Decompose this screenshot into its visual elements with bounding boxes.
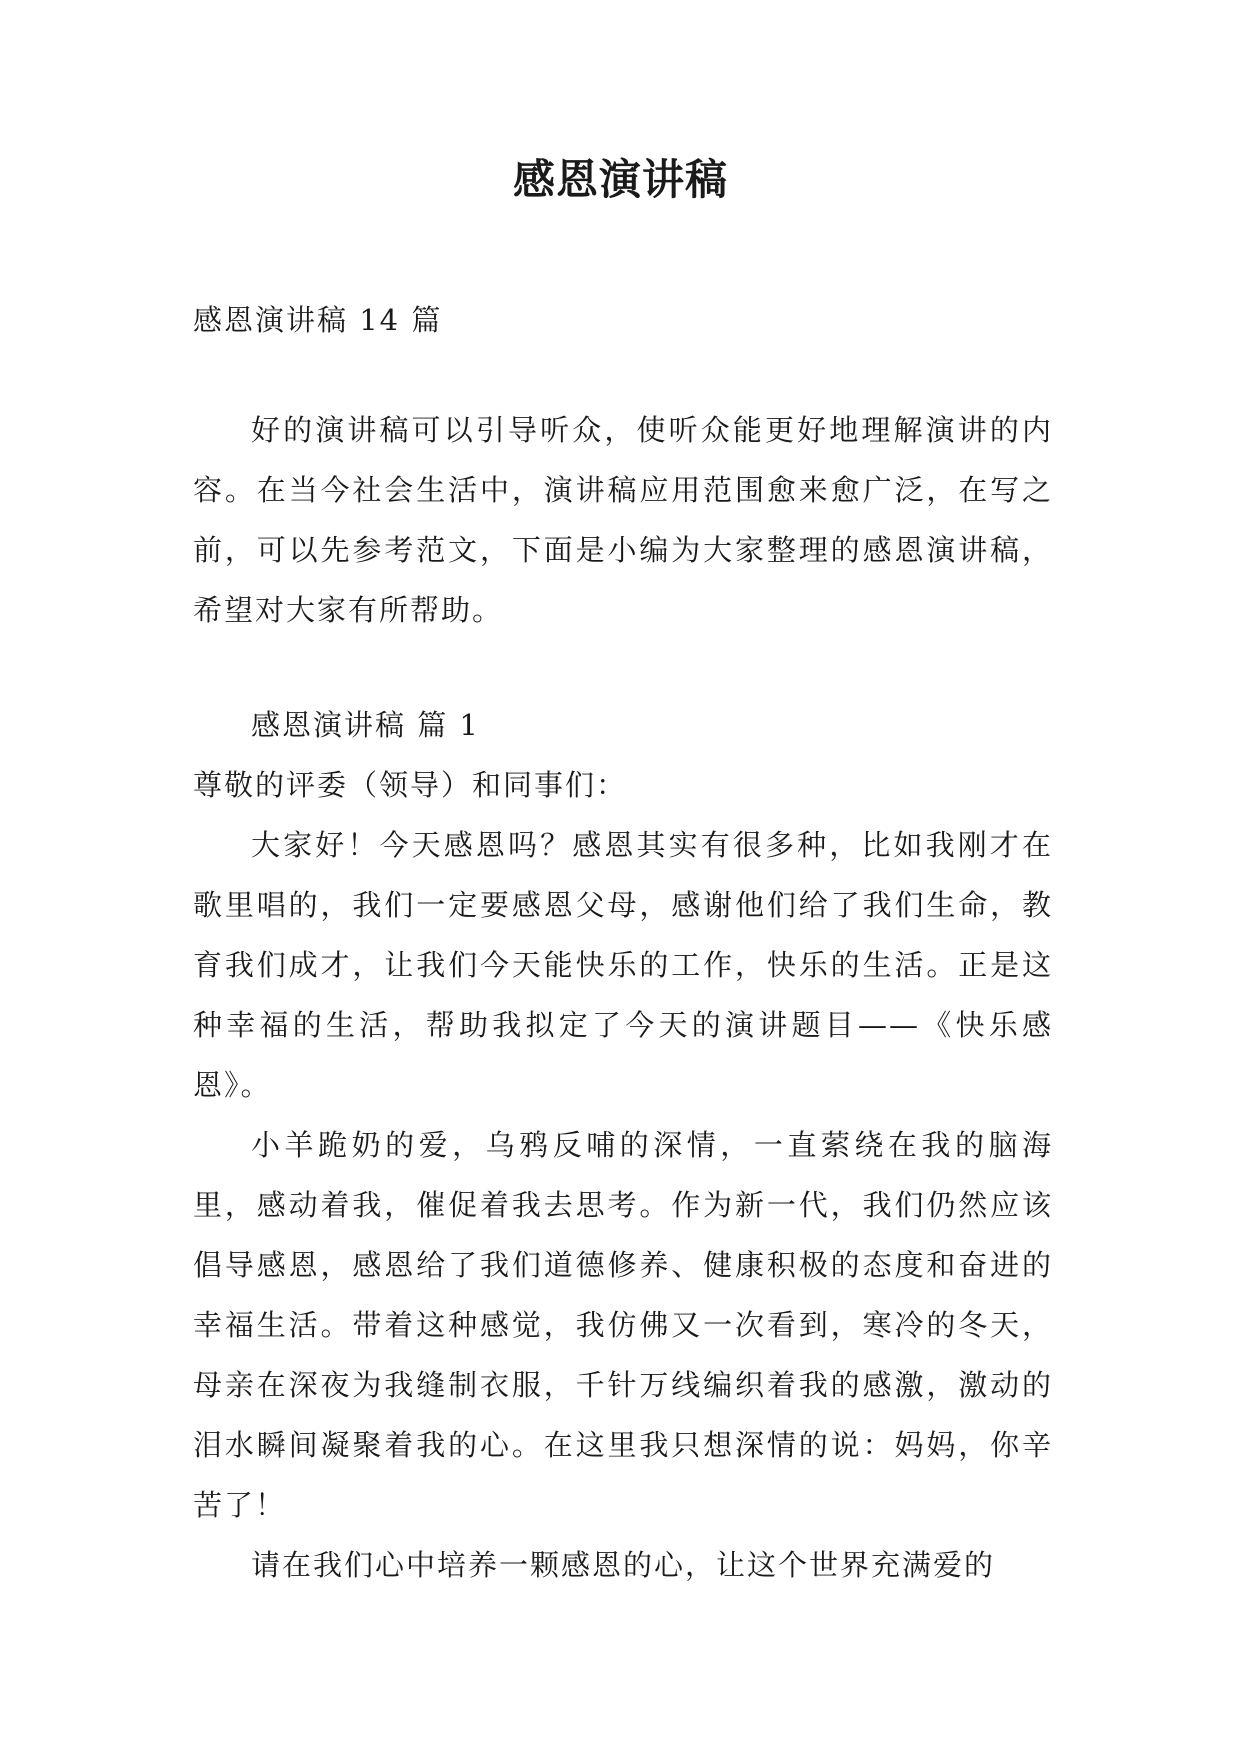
- document-subtitle: [193, 290, 1053, 350]
- section-heading: 感恩演讲稿 篇 1: [251, 708, 480, 742]
- subtitle-text: 感恩演讲稿 14 篇: [193, 303, 443, 337]
- body-paragraph-2: 小羊跪奶的爱，乌鸦反哺的深情，一直萦绕在我的脑海里，感动着我，催促着我去思考。作为新一代，我们仍然应该倡导感恩，感恩给了我们道德修养、健康积极的态度和奋进的幸福生活。带着这种感觉，我仿佛又一次看到，寒冷的冬天，母亲在深夜为我缝制衣服，千针万线编织着我的感激，激动的泪水瞬间凝聚着我的心。在这里我只想深情的说：妈妈，你辛苦了！: [193, 1128, 1053, 1522]
- speech-body: [193, 695, 1053, 1595]
- intro-block: [193, 400, 1053, 640]
- salutation: 尊敬的评委（领导）和同事们：: [193, 768, 628, 802]
- body-paragraph-1: 大家好！今天感恩吗？感恩其实有很多种，比如我刚才在歌里唱的，我们一定要感恩父母，感谢他们给了我们生命，教育我们成才，让我们今天能快乐的工作，快乐的生活。正是这种幸福的生活，帮助我拟定了今天的演讲题目——《快乐感恩》。: [193, 828, 1053, 1102]
- intro-paragraph: 好的演讲稿可以引导听众，使听众能更好地理解演讲的内容。在当今社会生活中，演讲稿应用范围愈来愈广泛，在写之前，可以先参考范文，下面是小编为大家整理的感恩演讲稿，希望对大家有所帮助。: [193, 413, 1053, 627]
- body-paragraph-3: 请在我们心中培养一颗感恩的心，让这个世界充满爱的: [251, 1548, 996, 1582]
- document-title: 感恩演讲稿: [512, 155, 728, 204]
